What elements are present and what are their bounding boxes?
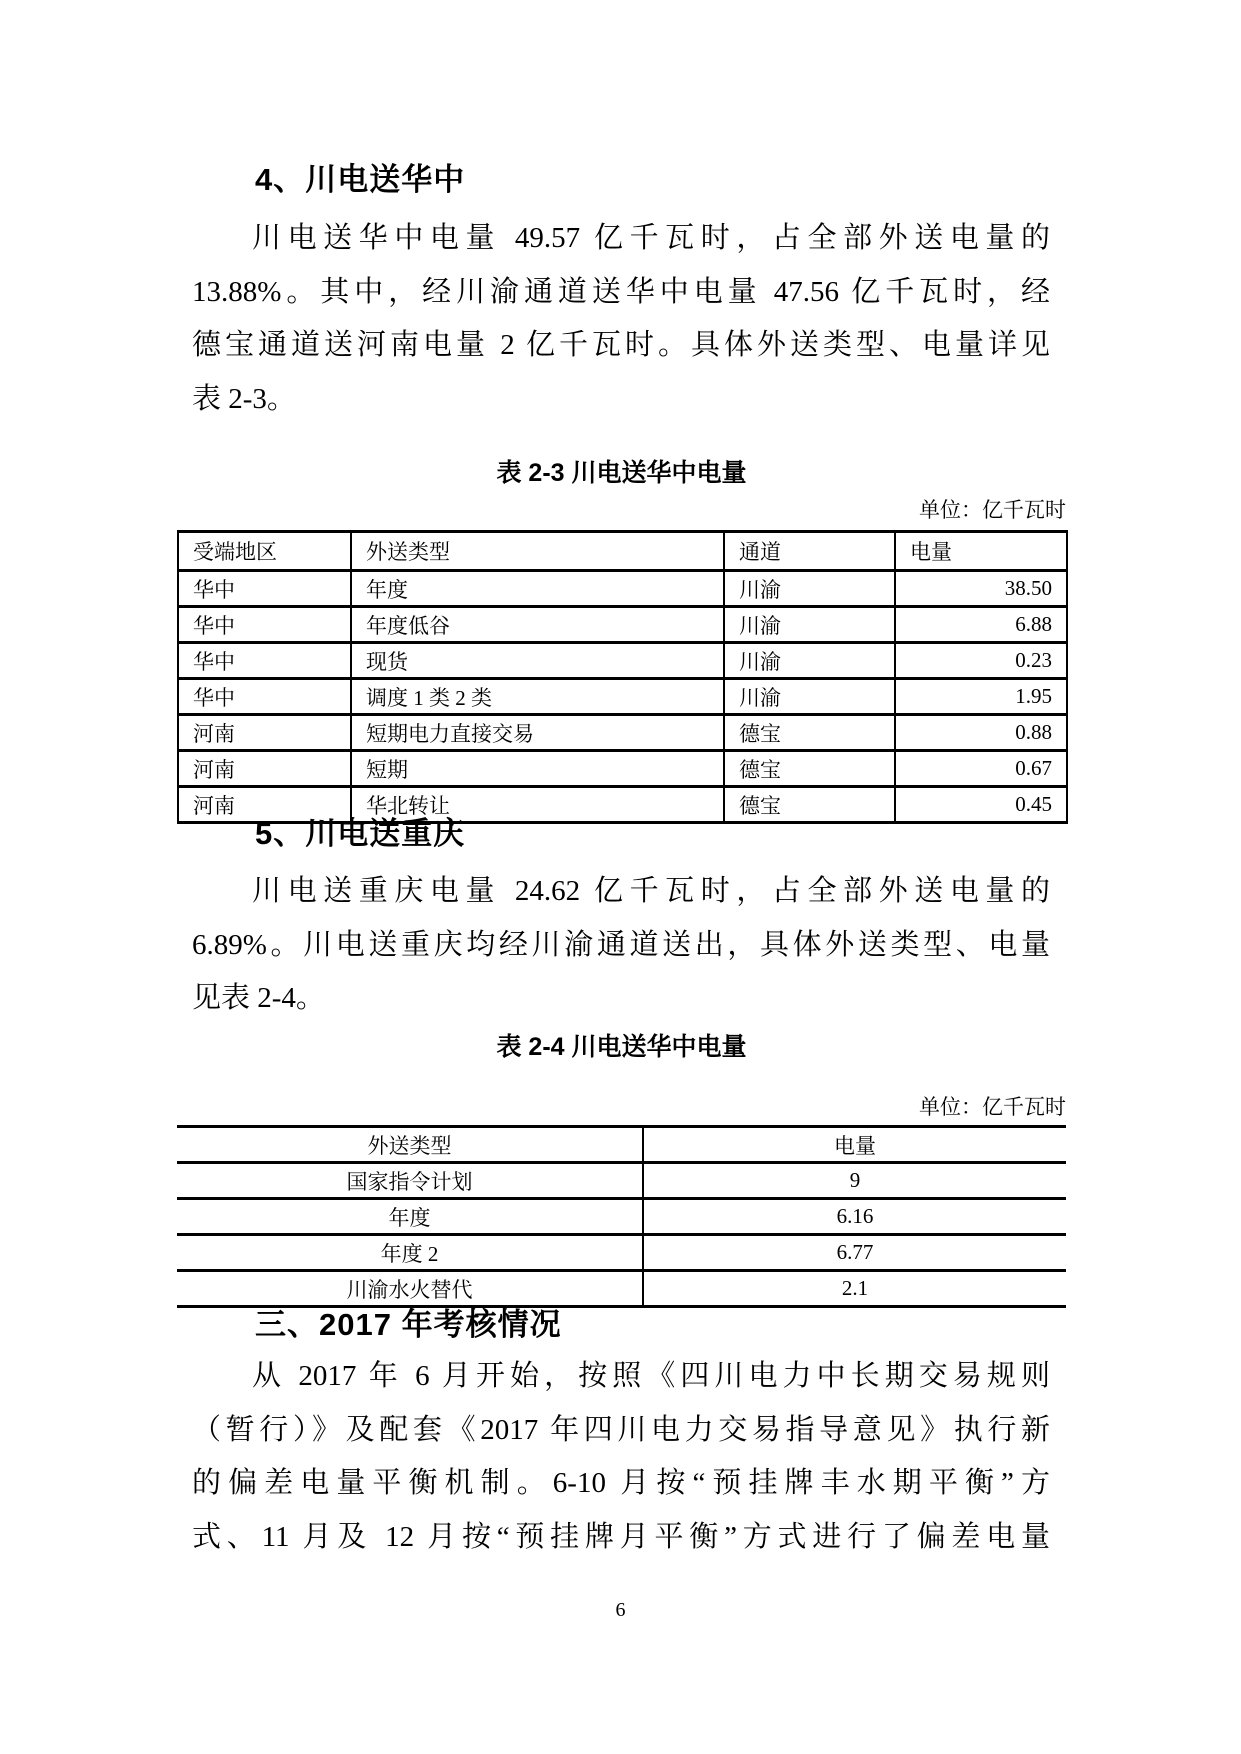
- table-cell: 6.88: [895, 607, 1067, 643]
- table-cell: 年度低谷: [351, 607, 724, 643]
- table-header-cell: 通道: [724, 532, 895, 571]
- table-row: [178, 607, 1067, 643]
- table-cell: 华中: [178, 571, 351, 607]
- table-cell: 年度: [177, 1199, 643, 1235]
- table-cell: 川渝: [724, 679, 895, 715]
- table-cell: 年度: [351, 571, 724, 607]
- table-2-3-title: 表 2-3 川电送华中电量: [496, 459, 747, 487]
- table-2-4: [177, 1125, 1066, 1308]
- table-cell: 河南: [178, 787, 351, 823]
- table-cell: 华中: [178, 607, 351, 643]
- table-row: [177, 1163, 1066, 1199]
- table-cell: 1.95: [895, 679, 1067, 715]
- section-5-heading: 5、川电送重庆: [255, 816, 466, 851]
- paragraph-line: 德宝通道送河南电量 2 亿千瓦时。具体外送类型、电量详见: [192, 329, 1050, 361]
- table-cell: 2.1: [841, 1276, 869, 1300]
- table-header-cell: 外送类型: [177, 1127, 643, 1163]
- table-cell: 德宝: [724, 787, 895, 823]
- table-header-row: [177, 1127, 1066, 1163]
- table-cell: 川渝: [724, 643, 895, 679]
- table-cell: 9: [643, 1163, 1066, 1199]
- table-header-cell: 电量: [643, 1127, 1066, 1163]
- table-2-4-unit-label: 单位：亿千瓦时: [919, 1095, 1066, 1119]
- table-cell: 现货: [351, 643, 724, 679]
- table-row: [178, 715, 1067, 751]
- table-row: [178, 571, 1067, 607]
- table-cell: 川渝: [724, 571, 895, 607]
- table-cell: 6.77: [643, 1235, 1066, 1271]
- table-cell: 河南: [178, 715, 351, 751]
- table-cell: 德宝: [724, 751, 895, 787]
- table-header-cell: 受端地区: [178, 532, 351, 571]
- table-cell: 0.67: [895, 751, 1067, 787]
- table-header-row: [178, 532, 1067, 571]
- table-2-3-unit-label: 单位：亿千瓦时: [919, 498, 1066, 522]
- table-cell: 短期电力直接交易: [351, 715, 724, 751]
- paragraph-line: 川电送华中电量 49.57 亿千瓦时，占全部外送电量的: [252, 222, 1050, 254]
- table-cell: 0.23: [895, 643, 1067, 679]
- table-cell: 0.45: [895, 787, 1067, 823]
- table-header-cell: 外送类型: [351, 532, 724, 571]
- section-4-paragraph: [192, 212, 1050, 426]
- page-number: 6: [615, 1599, 626, 1621]
- table-cell: 0.88: [895, 715, 1067, 751]
- table-row: [177, 1271, 1066, 1307]
- table-cell: 短期: [351, 751, 724, 787]
- table-row: [178, 751, 1067, 787]
- paragraph-line: 6.89%。川电送重庆均经川渝通道送出，具体外送类型、电量: [192, 928, 1050, 961]
- paragraph-line: （暂行）》及配套《2017 年四川电力交易指导意见》执行新: [192, 1413, 1050, 1446]
- paragraph-line: 川电送重庆电量 24.62 亿千瓦时，占全部外送电量的: [252, 875, 1050, 907]
- table-cell: 河南: [178, 751, 351, 787]
- table-2-4-title: 表 2-4 川电送华中电量: [496, 1033, 747, 1061]
- table-cell: 6.16: [643, 1199, 1066, 1235]
- paragraph-line: 从 2017 年 6 月开始，按照《四川电力中长期交易规则: [252, 1360, 1050, 1392]
- table-cell: 德宝: [724, 715, 895, 751]
- table-cell: 38.50: [895, 571, 1067, 607]
- table-cell: 川渝水火替代: [177, 1271, 643, 1307]
- paragraph-line: 式、11 月及 12 月按“预挂牌月平衡”方式进行了偏差电量: [192, 1520, 1050, 1553]
- table-row: [178, 679, 1067, 715]
- paragraph-line: 13.88%。其中，经川渝通道送华中电量 47.56 亿千瓦时，经: [192, 275, 1050, 308]
- table-cell: 国家指令计划: [177, 1163, 643, 1199]
- section-4-heading: 4、川电送华中: [255, 162, 466, 197]
- paragraph-line: 见表 2-4。: [192, 982, 325, 1014]
- section-3-heading: 三、2017 年考核情况: [255, 1307, 562, 1342]
- table-cell: 华北转让: [351, 787, 724, 823]
- table-row: [177, 1235, 1066, 1271]
- table-header-cell: 电量: [895, 532, 1067, 571]
- table-cell: 年度 2: [177, 1235, 643, 1271]
- table-cell: 调度 1 类 2 类: [351, 679, 724, 715]
- table-cell: 川渝: [724, 607, 895, 643]
- table-cell: 华中: [178, 643, 351, 679]
- section-3-paragraph: [192, 1350, 1050, 1564]
- paragraph-line: 表 2-3。: [192, 382, 296, 415]
- paragraph-line: 的偏差电量平衡机制。6-10 月按“预挂牌丰水期平衡”方: [192, 1467, 1050, 1499]
- table-row: [177, 1199, 1066, 1235]
- table-cell: 华中: [178, 679, 351, 715]
- table-row: [178, 643, 1067, 679]
- table-2-3: [177, 530, 1068, 824]
- section-5-paragraph: [192, 865, 1050, 1026]
